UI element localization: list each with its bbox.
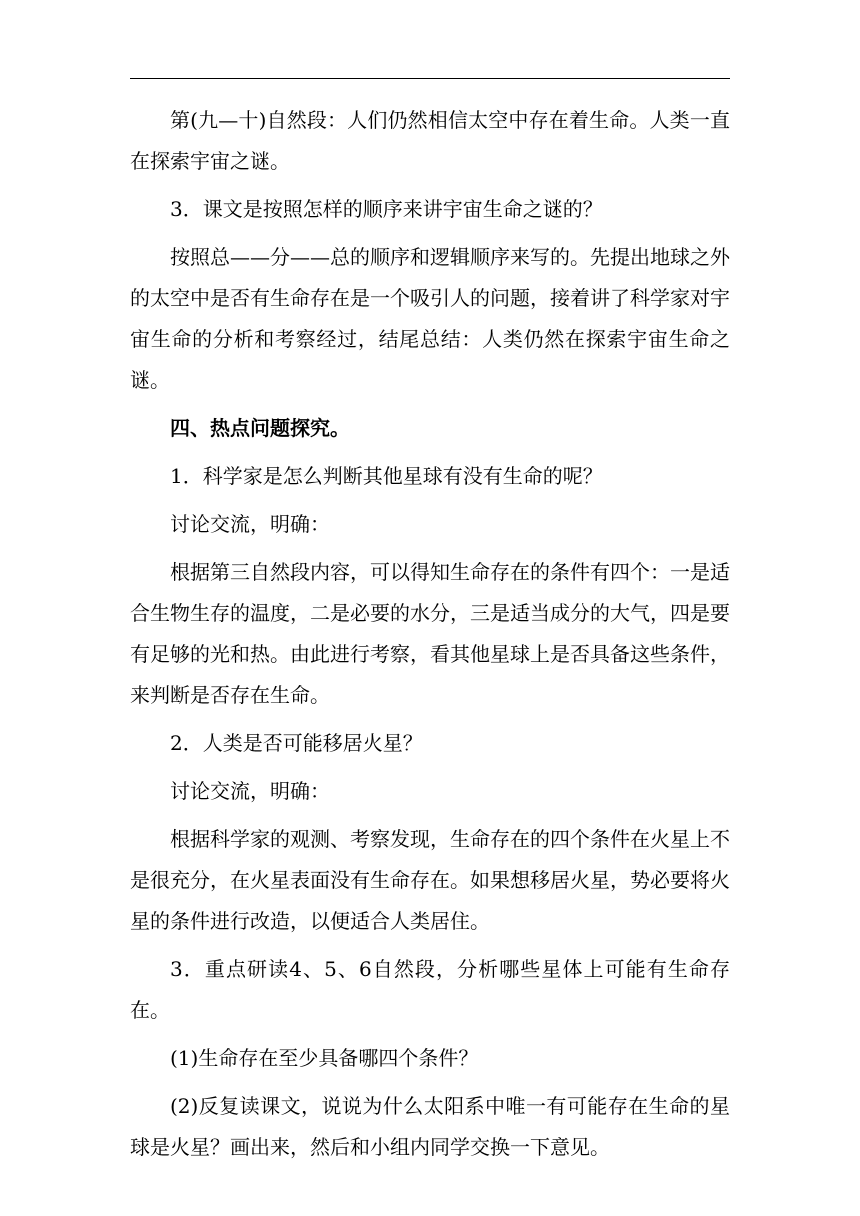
question-3-study: 3．重点研读4、5、6自然段，分析哪些星体上可能有生命存在。: [130, 957, 730, 1022]
question-3-order: 3．课文是按照怎样的顺序来讲宇宙生命之谜的？: [170, 197, 603, 221]
sub-question-1: (1)生命存在至少具备哪四个条件？: [170, 1046, 479, 1070]
paragraph-1: 第(九—十)自然段：人们仍然相信太空中存在着生命。人类一直在探索宇宙之谜。: [130, 108, 730, 173]
sub-question-2: (2)反复读课文，说说为什么太阳系中唯一有可能存在生命的星球是火星？画出来，然后和小组内同学交换一下意见。: [130, 1094, 730, 1159]
section-heading-4: 四、热点问题探究。: [170, 416, 350, 440]
answer-2-mars: 根据科学家的观测、考察发现，生命存在的四个条件在火星上不是很充分，在火星表面没有生命存在。如果想移居火星，势必要将火星的条件进行改造，以便适合人类居住。: [130, 827, 730, 933]
document-body: [130, 100, 730, 1175]
answer-1-judgement: 根据第三自然段内容，可以得知生命存在的条件有四个：一是适合生物生存的温度，二是必要的水分，三是适当成分的大气，四是要有足够的光和热。由此进行考察，看其他星球上是否具备这些条件，来判断是否存在生命。: [130, 560, 730, 707]
header-rule: [130, 78, 730, 79]
question-1-judgement: 1．科学家是怎么判断其他星球有没有生命的呢？: [170, 464, 603, 488]
discussion-label-1: 讨论交流，明确：: [170, 512, 330, 536]
discussion-label-2: 讨论交流，明确：: [170, 779, 330, 803]
question-2-mars: 2．人类是否可能移居火星？: [170, 731, 423, 755]
answer-3-order: 按照总——分——总的顺序和逻辑顺序来写的。先提出地球之外的太空中是否有生命存在是一个吸引人的问题，接着讲了科学家对宇宙生命的分析和考察经过，结尾总结：人类仍然在探索宇宙生命之谜。: [130, 245, 730, 392]
